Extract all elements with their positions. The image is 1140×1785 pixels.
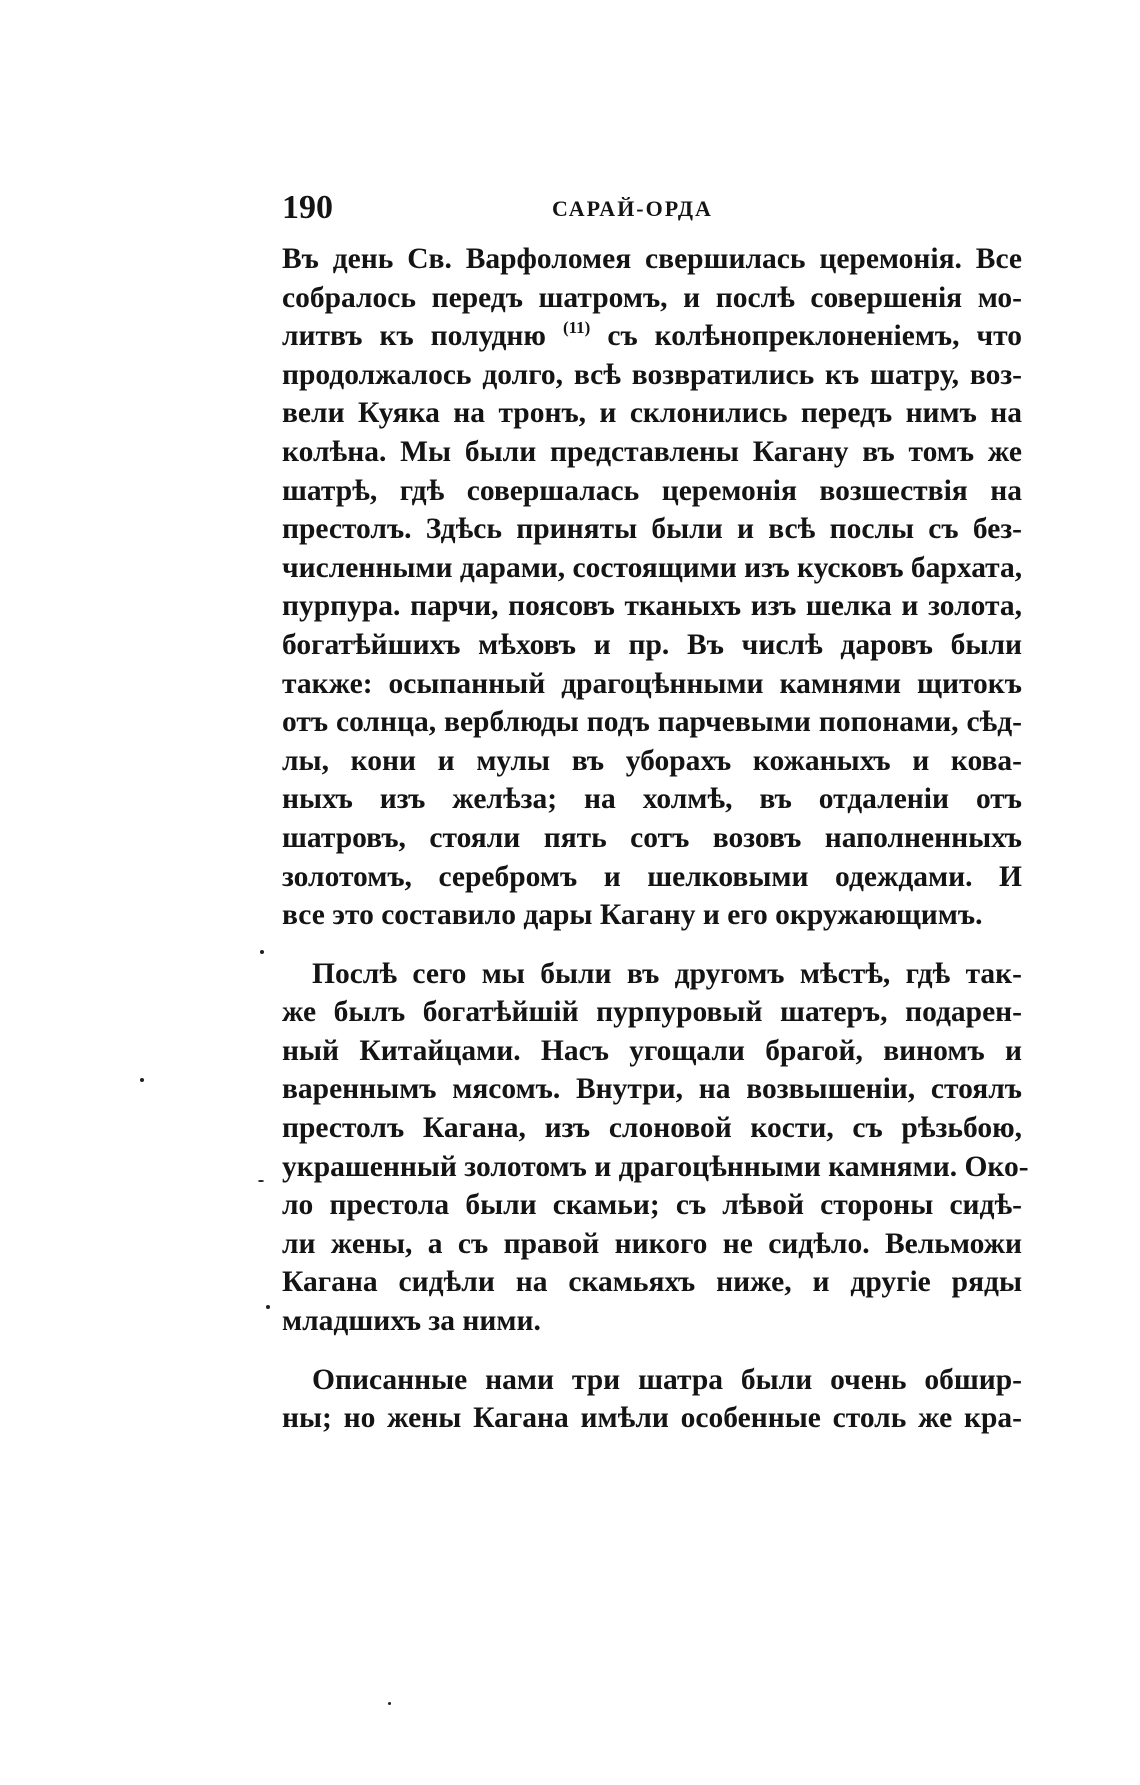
- text-line: золотомъ, серебромъ и шелковыми одеждами. И: [282, 860, 1022, 893]
- text-line: ло престола были скамьи; съ лѣвой стороны сидѣ-: [282, 1189, 1022, 1222]
- text-line: численными дарами, состоящими изъ кусковъ бархата,: [282, 551, 1023, 584]
- footnote-ref: (11): [562, 318, 591, 338]
- text-line: собралось передъ шатромъ, и послѣ совершенія мо-: [282, 281, 1022, 314]
- text-line: ны; но жены Кагана имѣли особенные столь же кра-: [282, 1402, 1022, 1435]
- text-line: шатровъ, стояли пять сотъ возовъ наполненныхъ: [282, 821, 1022, 854]
- scan-speck: [388, 1702, 391, 1705]
- text-line: Въ день Св. Варфоломея свершилась церемонія. Все: [282, 243, 1022, 275]
- text-line: престолъ Кагана, изъ слоновой кости, съ рѣзьбою,: [282, 1112, 1022, 1145]
- scan-speck: [266, 1305, 270, 1309]
- text-line: Кагана сидѣли на скамьяхъ ниже, и другіе ряды: [282, 1266, 1022, 1299]
- text-line: богатѣйшихъ мѣховъ и пр. Въ числѣ даровъ были: [282, 628, 1022, 661]
- text-line: литвъ къ полудню $^{(11)}$ съ колѣнопреклоненіемъ, что: [282, 318, 1022, 353]
- text-line: пурпура. парчи, поясовъ тканыхъ изъ шелка и золота,: [282, 590, 1022, 623]
- text-line: продолжалось долго, всѣ возвратились къ шатру, воз-: [282, 358, 1022, 391]
- text-line: шатрѣ, гдѣ совершалась церемонія возшествія на: [282, 474, 1022, 507]
- text-line: же былъ богатѣйшій пурпуровый шатеръ, подарен-: [282, 996, 1022, 1029]
- paragraph-3: [282, 1361, 1022, 1438]
- text-line: вели Куяка на тронъ, и склонились передъ нимъ на: [282, 397, 1022, 430]
- text-line: Послѣ сего мы были въ другомъ мѣстѣ, гдѣ так-: [312, 957, 1022, 990]
- text-line: ныхъ изъ желѣза; на холмѣ, въ отдаленіи отъ: [282, 783, 1022, 816]
- text-line: младшихъ за ними.: [282, 1305, 541, 1338]
- paragraph-1: [282, 240, 1022, 935]
- text-line: отъ солнца, верблюды подъ парчевыми попонами, сѣд-: [282, 706, 1022, 739]
- text-line: украшенный золотомъ и драгоцѣнными камнями. Око-: [282, 1150, 1029, 1183]
- scan-speck: [258, 1180, 264, 1182]
- text-line: колѣна. Мы были представлены Кагану въ томъ же: [282, 435, 1022, 468]
- page-header: [282, 188, 1022, 228]
- page-number: 190: [282, 189, 333, 226]
- text-line: вареннымъ мясомъ. Внутри, на возвышеніи, стоялъ: [282, 1073, 1022, 1106]
- text-line: ли жены, а съ правой никого не сидѣло. Вельможи: [282, 1227, 1022, 1260]
- scan-speck: [260, 950, 264, 954]
- text-line: Описанные нами три шатра были очень обшир-: [312, 1363, 1022, 1396]
- running-head: САРАЙ-ОРДА: [552, 196, 713, 221]
- scan-speck: [140, 1078, 144, 1082]
- paragraph-2: [282, 955, 1029, 1341]
- body-text: [282, 240, 1029, 1438]
- text-line: также: осыпанный драгоцѣнными камнями щитокъ: [282, 667, 1022, 700]
- text-line: все это составило дары Кагану и его окружающимъ.: [282, 899, 983, 932]
- text-line: ный Китайцами. Насъ угощали брагой, виномъ и: [282, 1034, 1022, 1067]
- text-line: лы, кони и мулы въ уборахъ кожаныхъ и кова-: [282, 744, 1022, 777]
- text-line: престолъ. Здѣсь приняты были и всѣ послы съ без-: [282, 513, 1022, 546]
